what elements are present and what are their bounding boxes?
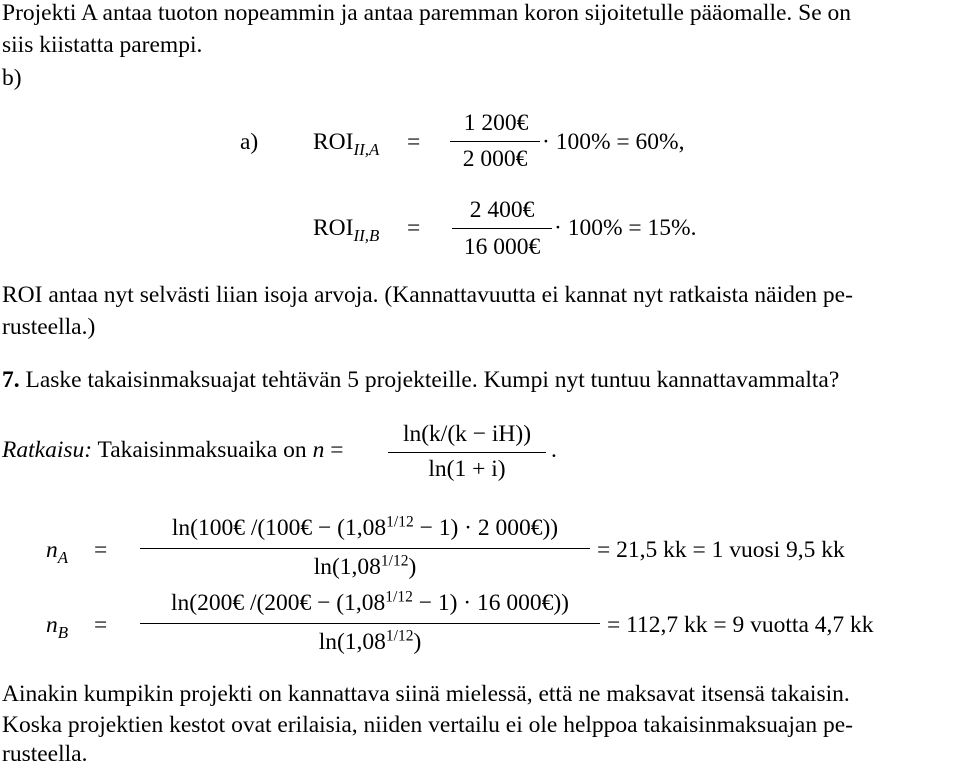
roi-a-symbol: ROI — [313, 129, 354, 155]
roi-a-result: · 100% = 60%, — [542, 129, 685, 155]
roi-comment-line-1: ROI antaa nyt selvästi liian isoja arvoja. (Kannattavuutta ei kannat nyt ratkaista näiden pe- — [2, 282, 853, 308]
solution-denominator: ln(1 + i) — [428, 456, 506, 482]
na-equals: = — [94, 537, 108, 563]
na-var: n — [46, 537, 58, 563]
na-fraction-bar — [140, 548, 590, 549]
solution-intro — [2, 439, 343, 463]
nb-den-part-2: ) — [413, 629, 422, 655]
roi-b-equals: = — [407, 215, 421, 241]
solution-numerator: ln(k/(k − iH)) — [402, 421, 532, 447]
roi-a-lhs — [313, 129, 380, 159]
solution-text: Takaisinmaksuaika on — [97, 437, 307, 463]
roi-b-denominator: 16 000€ — [463, 234, 541, 260]
conclusion-line-1: Ainakin kumpikin projekti on kannattava siinä mielessä, että ne maksavat itsensä takaisin. — [2, 681, 850, 707]
roi-a-denominator: 2 000€ — [462, 146, 528, 172]
nb-numerator — [140, 588, 600, 616]
solution-period: . — [551, 437, 557, 463]
na-result: = 21,5 kk = 1 vuosi 9,5 kk — [597, 537, 845, 563]
roi-comment-line-2: rusteella.) — [2, 314, 96, 340]
roi-b-result: · 100% = 15%. — [554, 215, 697, 241]
na-den-exponent: 1/12 — [380, 552, 409, 570]
roi-b-subscript: II,B — [353, 225, 380, 245]
na-num-part-2: − 1) · 2 000€)) — [413, 515, 559, 541]
nb-equals: = — [94, 612, 108, 638]
nb-num-part-1: ln(200€ /(200€ − (1,08 — [170, 590, 386, 616]
na-denominator — [140, 552, 590, 580]
nb-fraction-bar — [140, 623, 600, 624]
roi-b-numerator: 2 400€ — [469, 197, 535, 223]
roi-a-label: a) — [240, 129, 259, 155]
roi-b-symbol: ROI — [313, 215, 354, 241]
nb-lhs — [46, 612, 69, 642]
na-subscript: A — [57, 547, 69, 567]
intro-line-2: siis kiistatta parempi. — [2, 32, 203, 58]
na-numerator — [140, 513, 590, 541]
nb-num-exponent: 1/12 — [385, 588, 413, 606]
nb-den-exponent: 1/12 — [385, 627, 414, 645]
roi-a-fraction-bar — [450, 141, 540, 142]
nb-num-part-2: − 1) · 16 000€)) — [412, 590, 570, 616]
roi-b-fraction-bar — [452, 228, 552, 229]
task-7-text: Laske takaisinmaksuajat tehtävän 5 projekteille. Kumpi nyt tuntuu kannattavammalta? — [25, 367, 840, 393]
solution-var-n: n — [312, 437, 325, 463]
na-num-exponent: 1/12 — [386, 513, 414, 531]
na-den-part-2: ) — [408, 554, 417, 580]
solution-fraction-bar — [388, 452, 546, 453]
nb-denominator — [140, 627, 600, 655]
task-7-number: 7. — [2, 367, 20, 393]
roi-b-lhs — [313, 215, 380, 245]
solution-label: Ratkaisu: — [2, 437, 93, 463]
task-7 — [2, 369, 839, 393]
conclusion-line-3: rusteella. — [2, 741, 88, 767]
roi-a-subscript: II,A — [353, 139, 380, 159]
solution-equals: = — [330, 437, 344, 463]
roi-a-equals: = — [407, 129, 421, 155]
nb-den-part-1: ln(1,08 — [318, 629, 386, 655]
na-den-part-1: ln(1,08 — [313, 554, 381, 580]
part-b-label: b) — [2, 65, 22, 91]
roi-a-numerator: 1 200€ — [463, 110, 529, 136]
na-lhs — [46, 537, 69, 567]
nb-subscript: B — [57, 622, 69, 642]
conclusion-line-2: Koska projektien kestot ovat erilaisia, niiden vertailu ei ole helppoa takaisinmaksuajan pe- — [2, 712, 853, 738]
nb-result: = 112,7 kk = 9 vuotta 4,7 kk — [607, 612, 874, 638]
na-num-part-1: ln(100€ /(100€ − (1,08 — [171, 515, 387, 541]
intro-line-1: Projekti A antaa tuoton nopeammin ja antaa paremman koron sijoitetulle pääomalle. Se on — [2, 0, 852, 26]
nb-var: n — [46, 612, 58, 638]
